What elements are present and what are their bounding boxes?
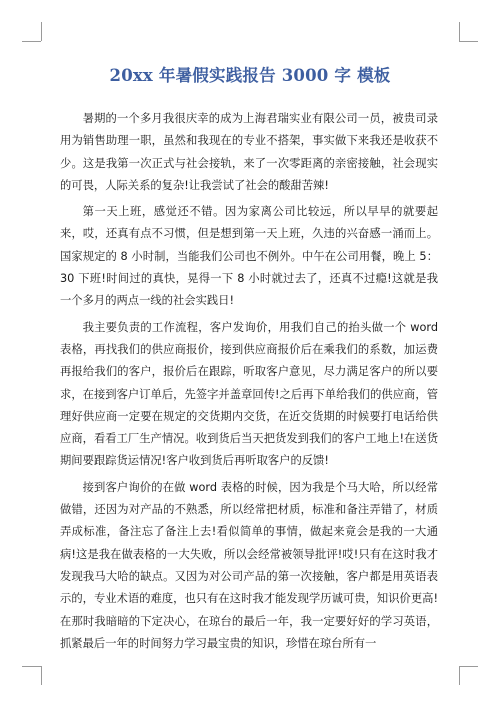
document-body <box>60 108 438 659</box>
paragraph-3: 我主要负责的工作流程，客户发询价，用我们自己的抬头做一个 word 表格，再找我们的供应商报价，接到供应商报价后在乘我们的系数，加运费再报给我们的客户，报价后在跟踪，听取客户意见，尽力满足客户的所以要求，在接到客户订单后，先签字并盖章回传!之后再下单给我们的供应商，管理好供应商一定要在规定的交货期内交货，在近交货期的时候要打电话给供应商，看看工厂生产情况。收到货后当天把货发到我们的客户工地上!在送货期间要跟踪货运情况!客户收到货后再听取客户的反馈! <box>60 320 438 468</box>
paragraph-1: 暑期的一个多月我很庆幸的成为上海君瑞实业有限公司一员，被贵司录用为销售助理一职，虽然和我现在的专业不搭架，事实做下来我还是收获不少。这是我第一次正式与社会接轨，来了一次零距离的亲密接触，社会现实的可畏，人际关系的复杂!让我尝试了社会的酸甜苦辣! <box>60 112 438 192</box>
paragraph-2: 第一天上班，感觉还不错。因为家离公司比较远，所以早早的就要起来，哎，还真有点不习惯，但是想到第一天上班，久违的兴奋感一涌而上。国家规定的 8 小时制，当能我们公司也不例外。中午在公司用餐，晚上 5：30 下班!时间过的真快，晃得一下 8 小时就过去了，还真不过瘾!这就是我一个多月的两点一线的社会实践日! <box>60 205 438 308</box>
document-title: 20xx 年暑假实践报告 3000 字 模板 <box>109 66 391 85</box>
paragraph-4: 接到客户询价的在做 word 表格的时候，因为我是个马大哈，所以经常做错，还因为对产品的不熟悉，所以经常把材质，标准和备注弄错了，材质弄成标准，备注忘了备注上去!看似简单的事情，做起来竟会是我的一大通病!这是我在做表格的一大失败，所以会经常被领导批评!哎!只有在这时我才发现我马大哈的缺点。又因为对公司产品的第一次接触，客户都是用英语表示的，专业术语的难度，也只有在这时我才能发现学历诚可贵，知识价更高!在那时我暗暗的下定决心，在琼台的最后一年，我一定要好好的学习英语，抓紧最后一年的时间努力学习最宝贵的知识，珍惜在琼台所有一 <box>60 480 438 650</box>
